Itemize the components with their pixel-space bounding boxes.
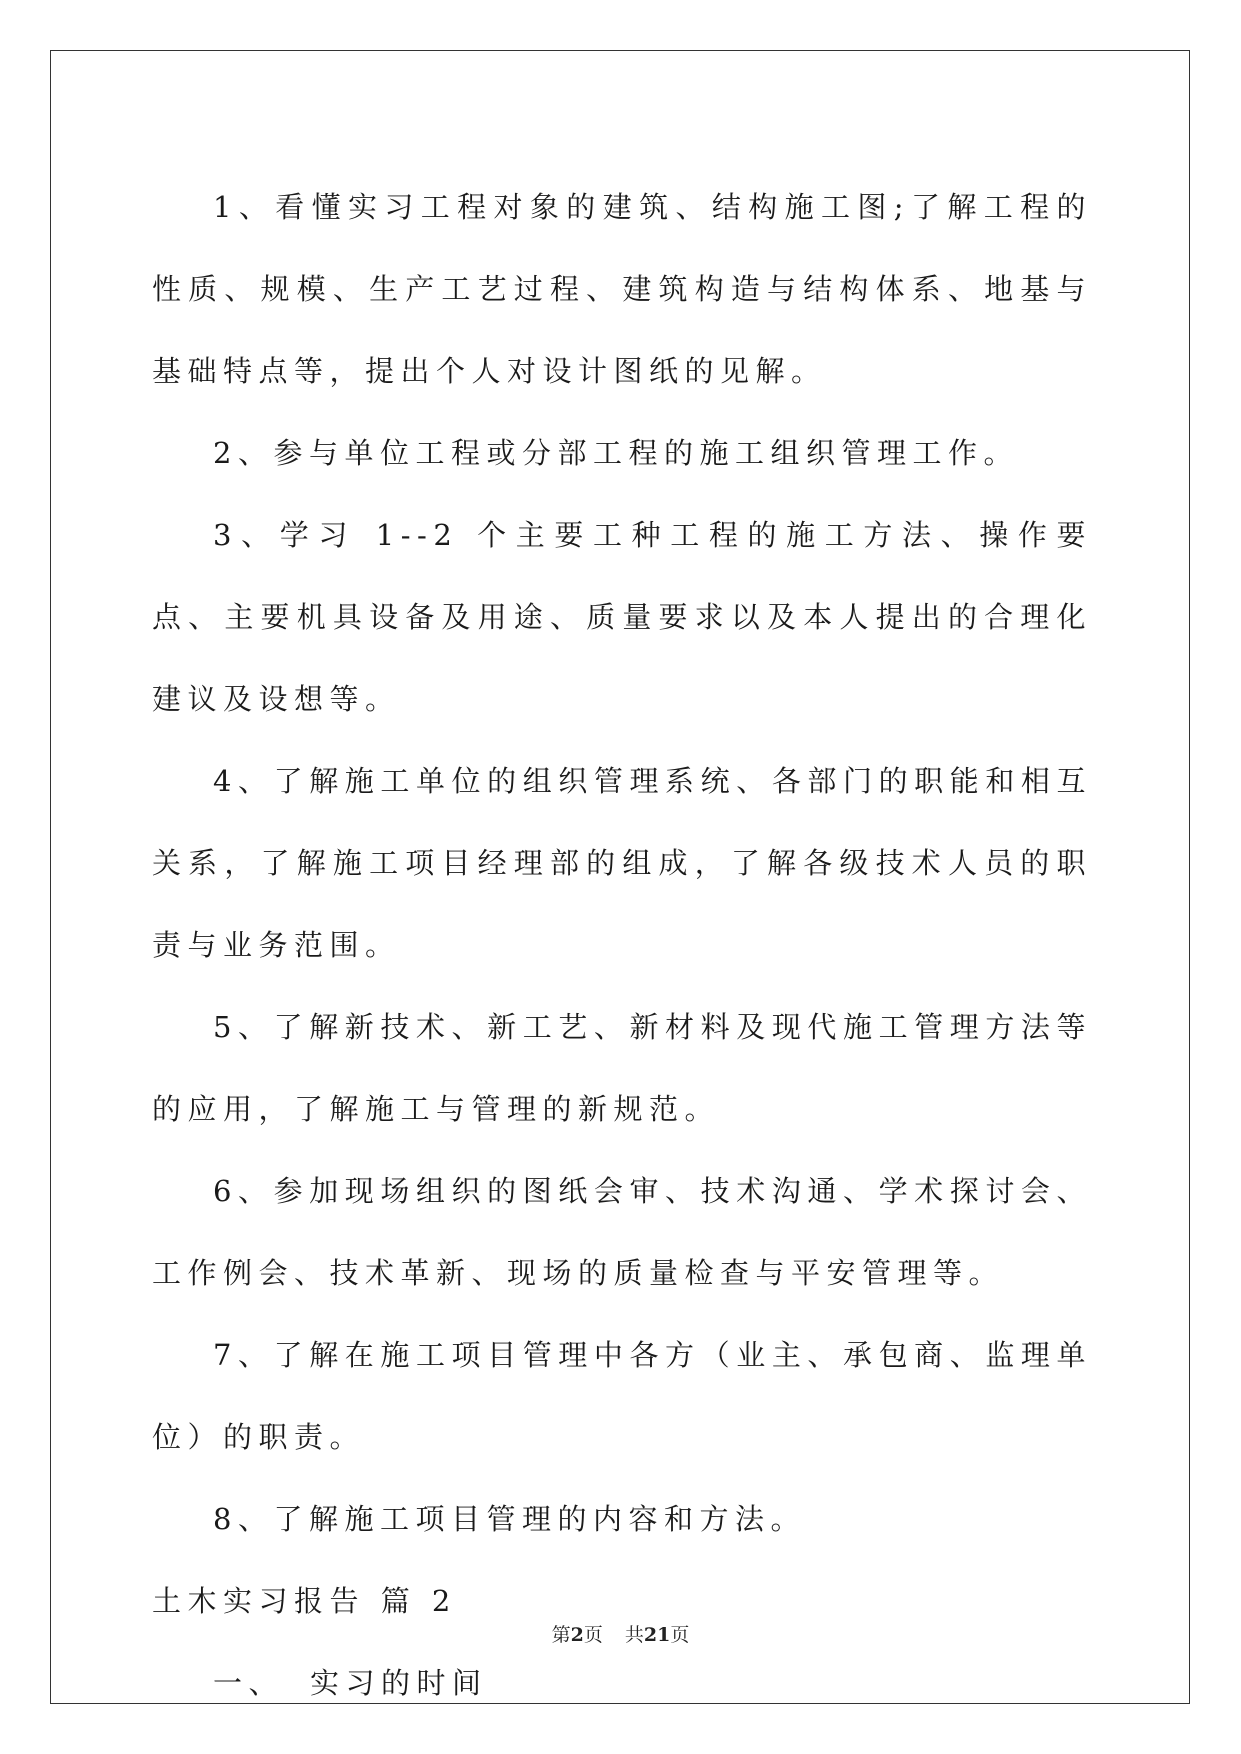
paragraph-item-8: 8、了解施工项目管理的内容和方法。 [213, 1502, 806, 1536]
paragraph-item-6: 6、参加现场组织的图纸会审、技术沟通、学术探讨会、工作例会、技术革新、现场的质量检查与平安管理等。 [152, 1174, 1092, 1290]
paragraph-item-3: 3、学习 1--2 个主要工种工程的施工方法、操作要点、主要机具设备及用途、质量要求以及本人提出的合理化建议及设想等。 [152, 518, 1092, 716]
footer-prefix: 第 [551, 1624, 571, 1646]
sub-heading [152, 1642, 1092, 1724]
paragraph-item-2: 2、参与单位工程或分部工程的施工组织管理工作。 [213, 436, 1019, 470]
footer-total-prefix: 共 [624, 1624, 644, 1646]
footer-total-unit: 页 [670, 1624, 690, 1646]
paragraph-item-4: 4、了解施工单位的组织管理系统、各部门的职能和相互关系，了解施工项目经理部的组成，了解各级技术人员的职责与业务范围。 [152, 764, 1092, 962]
paragraph-item-5: 5、了解新技术、新工艺、新材料及现代施工管理方法等的应用，了解施工与管理的新规范。 [152, 1010, 1092, 1126]
footer-total-pages: 21 [643, 1624, 671, 1646]
footer-page-unit: 页 [583, 1624, 603, 1646]
footer-current-page: 2 [570, 1624, 584, 1646]
sub-heading-number: 一、 [213, 1666, 285, 1700]
document-body [152, 166, 1092, 1724]
paragraph-item-1: 1、看懂实习工程对象的建筑、结构施工图;了解工程的性质、规模、生产工艺过程、建筑构造与结构体系、地基与基础特点等，提出个人对设计图纸的见解。 [152, 190, 1092, 388]
page-footer [0, 1620, 1241, 1647]
section-heading: 土木实习报告 篇 2 [152, 1584, 457, 1618]
sub-heading-text: 实习的时间 [310, 1666, 488, 1700]
paragraph-item-7: 7、了解在施工项目管理中各方（业主、承包商、监理单位）的职责。 [152, 1338, 1092, 1454]
